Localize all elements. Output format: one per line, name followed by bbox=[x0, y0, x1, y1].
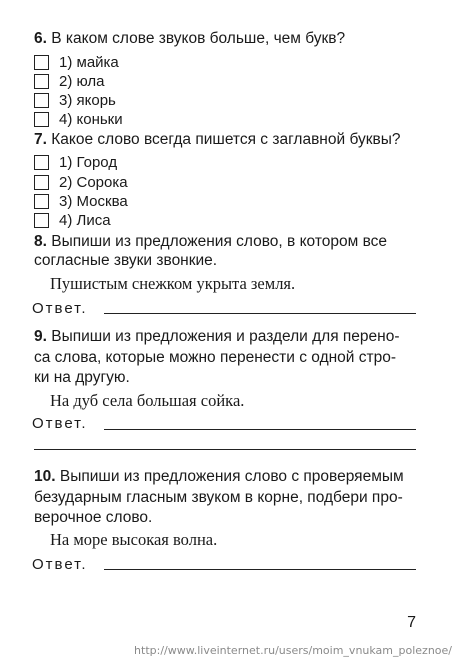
question-10-line2: безударным гласным звуком в корне, подбери про- bbox=[34, 489, 403, 506]
checkbox[interactable] bbox=[34, 112, 49, 127]
q10-sentence: На море высокая волна. bbox=[50, 530, 218, 549]
q9-answer-line-2[interactable] bbox=[34, 449, 416, 450]
question-8-line2: согласные звуки звонкие. bbox=[34, 252, 218, 269]
checkbox[interactable] bbox=[34, 155, 49, 170]
question-number: 9. bbox=[34, 328, 47, 345]
answer-label: Ответ. bbox=[32, 415, 88, 432]
checkbox[interactable] bbox=[34, 74, 49, 89]
question-9-line2: са слова, которые можно перенести с одной стро- bbox=[34, 349, 397, 366]
q9-answer-line[interactable] bbox=[104, 429, 416, 430]
question-number: 8. bbox=[34, 233, 47, 250]
question-number: 6. bbox=[34, 30, 47, 47]
q7-option-4[interactable]: 4) Лиса bbox=[34, 211, 111, 229]
question-10-line3: верочное слово. bbox=[34, 509, 153, 526]
page-number: 7 bbox=[407, 614, 416, 631]
checkbox[interactable] bbox=[34, 55, 49, 70]
question-9: 9. Выпиши из предложения и раздели для перено- bbox=[34, 328, 400, 345]
question-7 bbox=[34, 129, 401, 150]
checkbox[interactable] bbox=[34, 194, 49, 209]
q6-option-2[interactable]: 2) юла bbox=[34, 72, 105, 90]
q6-option-4[interactable]: 4) коньки bbox=[34, 110, 123, 128]
q10-answer-line[interactable] bbox=[104, 569, 416, 570]
q7-option-2[interactable]: 2) Сорока bbox=[34, 173, 128, 191]
question-number: 7. bbox=[34, 131, 47, 148]
question-number: 10. bbox=[34, 468, 56, 485]
question-8: 8. Выпиши из предложения слово, в котором все bbox=[34, 233, 387, 250]
q7-option-1[interactable]: 1) Город bbox=[34, 153, 117, 171]
checkbox[interactable] bbox=[34, 93, 49, 108]
checkbox[interactable] bbox=[34, 213, 49, 228]
question-6 bbox=[34, 28, 345, 49]
q8-answer-line[interactable] bbox=[104, 313, 416, 314]
answer-label: Ответ. bbox=[32, 556, 88, 573]
q6-option-3[interactable]: 3) якорь bbox=[34, 91, 116, 109]
q6-option-1[interactable]: 1) майка bbox=[34, 53, 119, 71]
question-10: 10. Выпиши из предложения слово с проверяемым bbox=[34, 468, 404, 485]
q9-sentence: На дуб села большая сойка. bbox=[50, 391, 245, 410]
q7-option-3[interactable]: 3) Москва bbox=[34, 192, 128, 210]
footer-url: http://www.liveinternet.ru/users/moim_vnukam_poleznoe/ bbox=[134, 644, 452, 657]
answer-label: Ответ. bbox=[32, 300, 88, 317]
q8-sentence: Пушистым снежком укрыта земля. bbox=[50, 274, 296, 293]
checkbox[interactable] bbox=[34, 175, 49, 190]
question-9-line3: ки на другую. bbox=[34, 369, 130, 386]
question-text: В каком слове звуков больше, чем букв? bbox=[51, 30, 346, 47]
question-text: Какое слово всегда пишется с заглавной буквы? bbox=[51, 131, 401, 148]
